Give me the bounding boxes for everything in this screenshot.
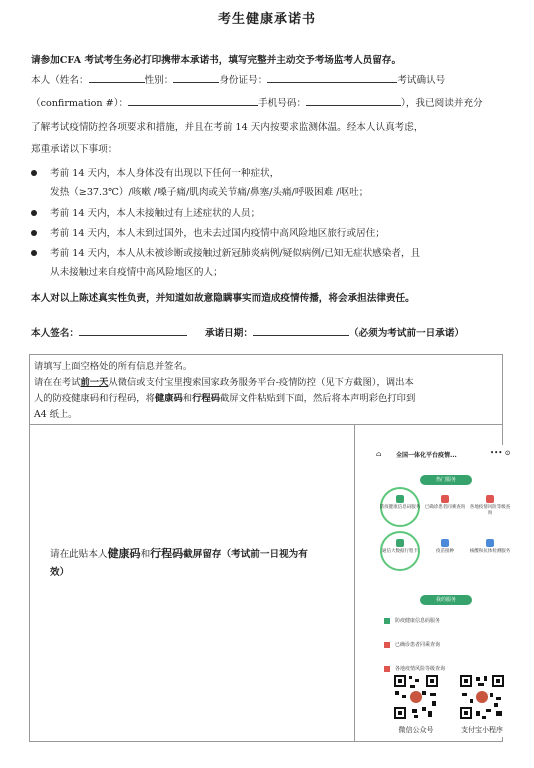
identity-line-2: （confirmation #）： 手机号码： ），我已阅读并充分 [31, 94, 501, 113]
signature-field[interactable] [79, 325, 187, 336]
wechat-qr-code [392, 673, 440, 721]
shield-icon [486, 539, 494, 547]
paste-area-box [29, 424, 511, 742]
bullet-icon [31, 170, 37, 176]
intro-line-3: 了解考试疫情防控各项要求和措施，并且在考前 14 天内按要求监测体温。经本人认真考虑， [31, 122, 424, 133]
instructions-box: 请填写上面空格处的所有信息并签名。 请在在考试前一天从微信或支付宝里搜索国家政务服务平台-疫情防控（见下方截图），调出本 人的防疫健康码和行程码，将健康码和行程码截屏文件粘贴到下面，然后将本声明彩色打印到 A4 纸上。 [29, 354, 503, 424]
itinerary-icon [396, 539, 404, 547]
intro-notice: 请参加CFA 考试考生务必打印携带本承诺书，填写完整并主动交予考场监考人员留存。 [31, 55, 402, 66]
bullet-item: 考前 14 天内，本人身体没有出现以下任何一种症状， 发热（≥37.3℃）/咳嗽 /嗓子痛/肌肉或关节痛/鼻塞/头痛/呼吸困难 /呕吐； [31, 164, 501, 202]
home-icon: ⌂ [376, 450, 382, 458]
bullet-icon [31, 230, 37, 236]
wechat-label: 微信公众号 [398, 726, 434, 734]
bullet-icon [31, 250, 37, 256]
bullet-item: 考前 14 天内，本人未接触过有上述症状的人员； [31, 204, 501, 223]
identity-line-1: 本人（姓名： 性别： 身份证号： 考试确认号 [31, 71, 501, 90]
risk-icon [486, 495, 494, 503]
list-item: 各地疫情风险等级查询 [384, 663, 504, 675]
vaccine-icon [441, 539, 449, 547]
service-risk-level: 各地疫情风险等级查询 [469, 495, 511, 517]
intro-line-4: 郑重承诺以下事项： [31, 144, 118, 155]
service-itinerary-card: 通信大数据行程卡 [379, 539, 421, 555]
divider [354, 425, 355, 741]
more-menu-icon: ••• ⊙ [490, 449, 511, 457]
cross-icon [441, 495, 449, 503]
alipay-qr-code [458, 673, 506, 721]
list-item: 已确诊患者同乘查询 [384, 639, 504, 651]
list-item: 防疫健康信息码服务 [384, 615, 504, 627]
service-confirmed-ride: 已确诊患者同乘查询 [424, 495, 466, 511]
signature-line: 本人签名： 承诺日期： （必须为考试前一日承诺） [31, 324, 501, 343]
health-code-icon [396, 495, 404, 503]
service-vaccine: 疫苗接种 [424, 539, 466, 555]
gender-field[interactable] [173, 72, 219, 83]
id-number-field[interactable] [267, 72, 397, 83]
cross-icon [384, 642, 390, 648]
phone-title: 全国一体化平台疫情... [396, 452, 457, 459]
health-code-icon [384, 618, 390, 624]
liability-statement: 本人对以上陈述真实性负责，并知道如故意隐瞒事实而造成疫情传播，将会承担法律责任。 [31, 293, 415, 304]
bullet-item: 考前 14 天内，本人从未被诊断或接触过新冠肺炎病例/疑似病例/已知无症状感染者，且 从未接触过来自疫情中高风险地区的人； [31, 244, 501, 282]
page-title: 考生健康承诺书 [217, 12, 316, 27]
phone-field[interactable] [306, 95, 401, 106]
bullet-icon [31, 210, 37, 216]
hot-services-pill: 热门服务 [420, 475, 472, 485]
bullet-item: 考前 14 天内，本人未到过国外，也未去过国内疫情中高风险地区旅行或居住； [31, 224, 501, 243]
risk-icon [384, 666, 390, 672]
alipay-label: 支付宝小程序 [461, 726, 503, 734]
name-field[interactable] [89, 72, 145, 83]
date-field[interactable] [253, 325, 349, 336]
service-health-code: 防疫健康信息码服务 [379, 495, 421, 511]
phone-screenshot [372, 445, 518, 737]
confirmation-field[interactable] [128, 95, 258, 106]
service-test: 核酸和抗体检测服务 [469, 539, 511, 555]
my-services-pill: 我的服务 [420, 595, 472, 605]
paste-instruction: 请在此贴本人健康码和行程码截屏留存（考试前一日视为有 效） [50, 547, 308, 578]
